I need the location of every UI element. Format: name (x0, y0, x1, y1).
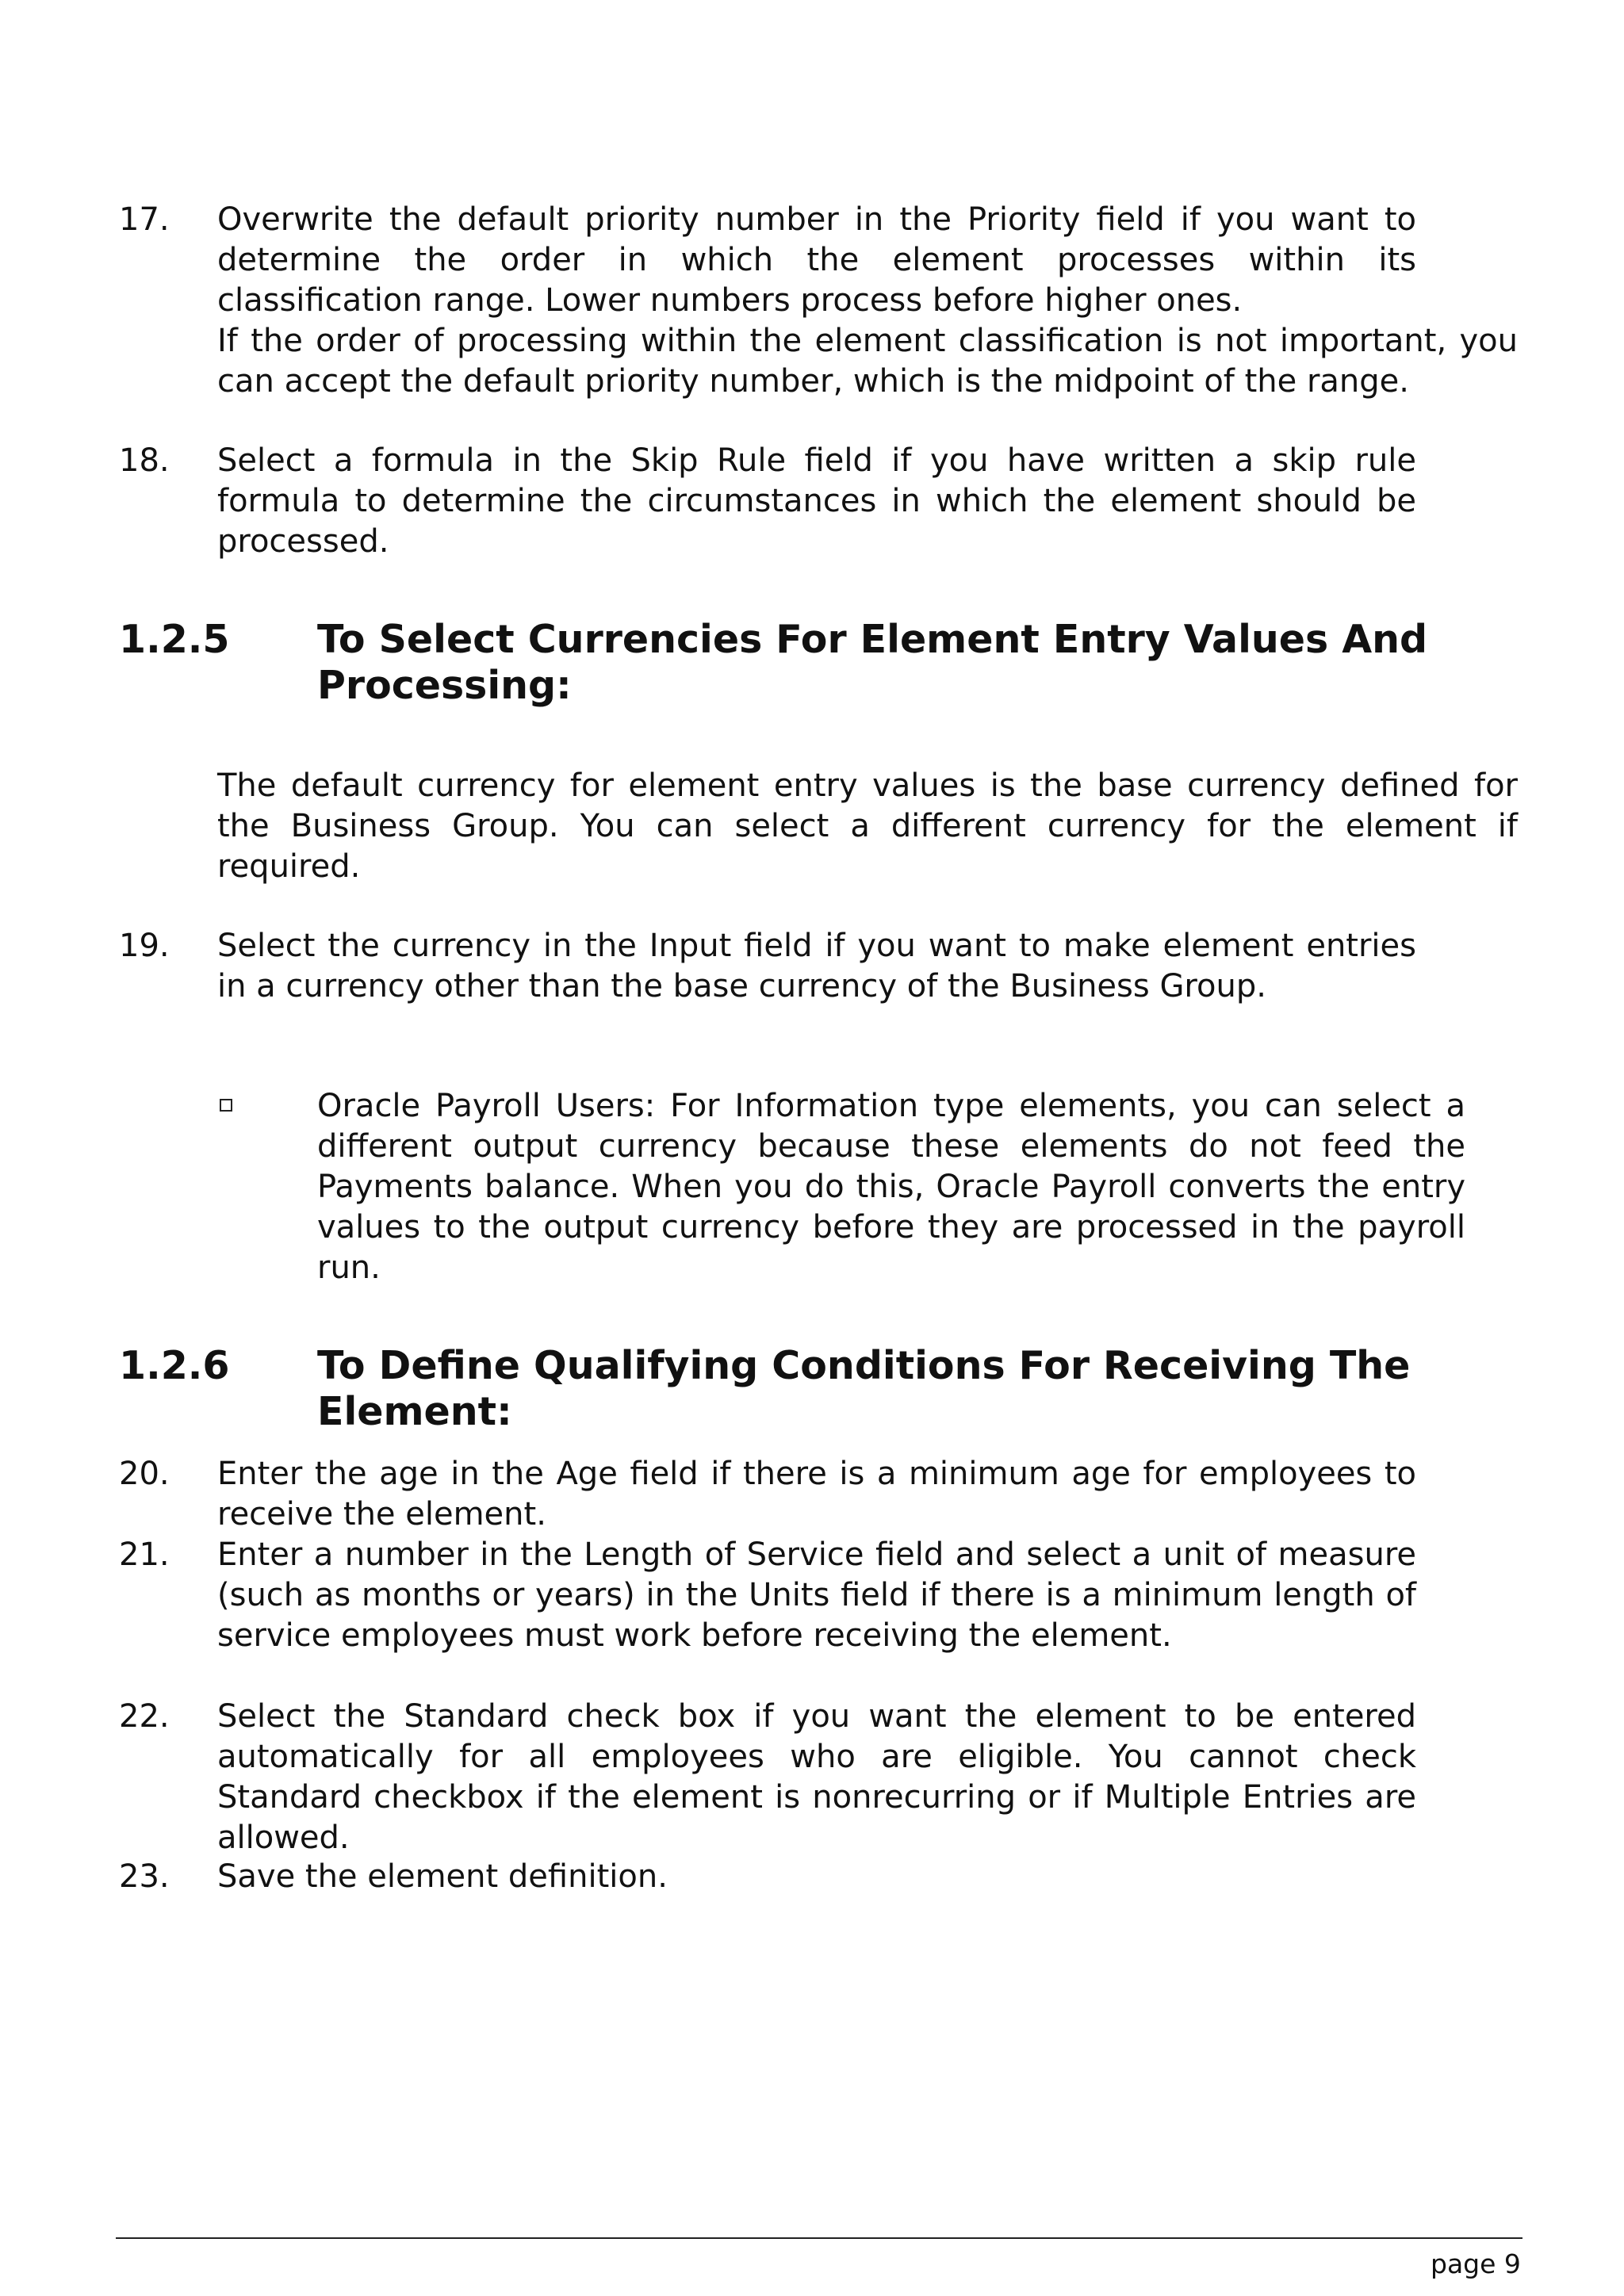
step-text-19: Select the currency in the Input field if you want to make element entries in a currency other than the base currency of the Business Group. (217, 928, 1416, 1004)
step-17-paragraph-1: Overwrite the default priority number in the Priority field if you want to determine the order in which the element processes within its classification range. Lower numbers process before higher ones. (217, 201, 1416, 319)
step-number-19: 19. (119, 928, 170, 964)
section-number-1-2-5: 1.2.5 (119, 617, 230, 662)
step-text-21: Enter a number in the Length of Service field and select a unit of measure (such as months or years) in the Units field if there is a minimum length of service employees must work before receiving the element. (217, 1536, 1416, 1654)
step-text-23: Save the element definition. (217, 1858, 668, 1895)
bullet-square-icon (220, 1099, 232, 1112)
step-number-22: 22. (119, 1698, 170, 1735)
step-number-21: 21. (119, 1536, 170, 1573)
step-text-22: Select the Standard check box if you want the element to be entered automatically for all employees who are eligible. You cannot check Standard checkbox if the element is nonrecurring or if Multiple Entries are allowed. (217, 1698, 1416, 1856)
section-title-1-2-6: To Define Qualifying Conditions For Receiving The Element: (317, 1343, 1411, 1434)
step-text-18: Select a formula in the Skip Rule field if you have written a skip rule formula to determine the circumstances in which the element should be processed. (217, 442, 1416, 560)
step-text-20: Enter the age in the Age field if there is a minimum age for employees to receive the element. (217, 1456, 1416, 1533)
step-text-17 (217, 200, 1518, 402)
step-number-18: 18. (119, 442, 170, 479)
page-number: page 9 (1431, 2248, 1521, 2279)
section-title-1-2-5: To Select Currencies For Element Entry Values And Processing: (317, 617, 1428, 708)
section-1-2-5-intro: The default currency for element entry values is the base currency defined for the Business Group. You can select a different currency for the element if required. (217, 767, 1518, 885)
step-number-23: 23. (119, 1858, 170, 1895)
bullet-note-oracle-payroll: Oracle Payroll Users: For Information type elements, you can select a different output currency because these elements do not feed the Payments balance. When you do this, Oracle Payroll converts the entry values to the output currency before they are processed in the payroll run. (317, 1088, 1465, 1286)
section-number-1-2-6: 1.2.6 (119, 1343, 230, 1388)
step-number-17: 17. (119, 201, 170, 238)
step-number-20: 20. (119, 1456, 170, 1492)
footer-divider (116, 2237, 1522, 2239)
step-17-paragraph-2: If the order of processing within the element classification is not important, you can accept the default priority number, which is the midpoint of the range. (217, 323, 1518, 400)
